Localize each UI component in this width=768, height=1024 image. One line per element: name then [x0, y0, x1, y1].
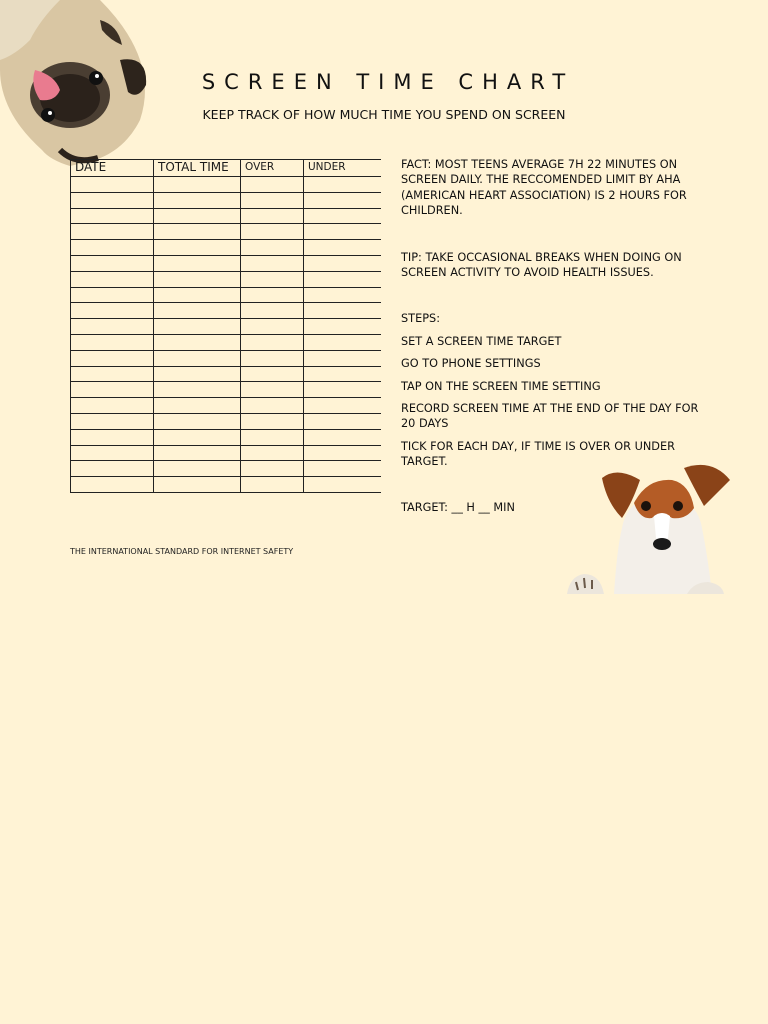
column-header-under: UNDER	[304, 160, 382, 177]
date-cell[interactable]	[71, 240, 154, 256]
over-cell[interactable]	[241, 477, 304, 493]
table-row	[71, 303, 382, 319]
date-cell[interactable]	[71, 445, 154, 461]
over-cell[interactable]	[241, 208, 304, 224]
date-cell[interactable]	[71, 255, 154, 271]
over-cell[interactable]	[241, 271, 304, 287]
total-time-cell[interactable]	[154, 334, 241, 350]
over-cell[interactable]	[241, 224, 304, 240]
table-row	[71, 366, 382, 382]
over-cell[interactable]	[241, 287, 304, 303]
total-time-cell[interactable]	[154, 382, 241, 398]
total-time-cell[interactable]	[154, 319, 241, 335]
over-cell[interactable]	[241, 350, 304, 366]
date-cell[interactable]	[71, 208, 154, 224]
total-time-cell[interactable]	[154, 255, 241, 271]
table-row	[71, 255, 382, 271]
table-row	[71, 319, 382, 335]
under-cell[interactable]	[304, 177, 382, 193]
under-cell[interactable]	[304, 271, 382, 287]
over-cell[interactable]	[241, 366, 304, 382]
target-text: TARGET: __ H __ MIN	[401, 500, 515, 514]
date-cell[interactable]	[71, 366, 154, 382]
total-time-cell[interactable]	[154, 303, 241, 319]
under-cell[interactable]	[304, 319, 382, 335]
under-cell[interactable]	[304, 208, 382, 224]
date-cell[interactable]	[71, 287, 154, 303]
date-cell[interactable]	[71, 192, 154, 208]
table-row	[71, 334, 382, 350]
under-cell[interactable]	[304, 429, 382, 445]
over-cell[interactable]	[241, 240, 304, 256]
under-cell[interactable]	[304, 477, 382, 493]
under-cell[interactable]	[304, 413, 382, 429]
table-row	[71, 208, 382, 224]
date-cell[interactable]	[71, 334, 154, 350]
table-row	[71, 224, 382, 240]
footer-text: THE INTERNATIONAL STANDARD FOR INTERNET SAFETY	[70, 547, 294, 556]
table-row	[71, 429, 382, 445]
over-cell[interactable]	[241, 177, 304, 193]
total-time-cell[interactable]	[154, 287, 241, 303]
under-cell[interactable]	[304, 240, 382, 256]
screen-time-log-table	[70, 159, 381, 512]
date-cell[interactable]	[71, 177, 154, 193]
table-row	[71, 382, 382, 398]
table-row	[71, 461, 382, 477]
over-cell[interactable]	[241, 334, 304, 350]
total-time-cell[interactable]	[154, 413, 241, 429]
table-row	[71, 271, 382, 287]
total-time-cell[interactable]	[154, 271, 241, 287]
over-cell[interactable]	[241, 382, 304, 398]
tip-text: TIP: TAKE OCCASIONAL BREAKS WHEN DOING ON SCREEN ACTIVITY TO AVOID HEALTH ISSUES.	[401, 250, 682, 280]
date-cell[interactable]	[71, 477, 154, 493]
under-cell[interactable]	[304, 224, 382, 240]
table-row	[71, 287, 382, 303]
total-time-cell[interactable]	[154, 445, 241, 461]
table-row	[71, 398, 382, 414]
fact-text: FACT: MOST TEENS AVERAGE 7H 22 MINUTES ON SCREEN DAILY. THE RECCOMENDED LIMIT BY AHA (AMERICAN HEART ASSOCIATION) IS 2 HOURS FOR CHILDREN.	[401, 158, 687, 218]
page-subtitle: KEEP TRACK OF HOW MUCH TIME YOU SPEND ON SCREEN	[202, 107, 566, 122]
total-time-cell[interactable]	[154, 398, 241, 414]
under-cell[interactable]	[304, 303, 382, 319]
under-cell[interactable]	[304, 350, 382, 366]
over-cell[interactable]	[241, 413, 304, 429]
step-item: TICK FOR EACH DAY, IF TIME IS OVER OR UNDER TARGET.	[401, 439, 675, 469]
under-cell[interactable]	[304, 366, 382, 382]
under-cell[interactable]	[304, 192, 382, 208]
date-cell[interactable]	[71, 271, 154, 287]
under-cell[interactable]	[304, 398, 382, 414]
step-item: GO TO PHONE SETTINGS	[401, 357, 541, 371]
over-cell[interactable]	[241, 319, 304, 335]
date-cell[interactable]	[71, 303, 154, 319]
over-cell[interactable]	[241, 398, 304, 414]
date-cell[interactable]	[71, 382, 154, 398]
date-cell[interactable]	[71, 413, 154, 429]
table-row	[71, 240, 382, 256]
table-row	[71, 413, 382, 429]
table-row	[71, 445, 382, 461]
date-cell[interactable]	[71, 461, 154, 477]
over-cell[interactable]	[241, 429, 304, 445]
under-cell[interactable]	[304, 445, 382, 461]
column-header-over: OVER	[241, 160, 304, 177]
table-row	[71, 177, 382, 193]
table-row	[71, 192, 382, 208]
step-item: TAP ON THE SCREEN TIME SETTING	[401, 379, 601, 393]
total-time-cell[interactable]	[154, 177, 241, 193]
total-time-cell[interactable]	[154, 208, 241, 224]
under-cell[interactable]	[304, 334, 382, 350]
over-cell[interactable]	[241, 303, 304, 319]
date-cell[interactable]	[71, 398, 154, 414]
total-time-cell[interactable]	[154, 366, 241, 382]
column-header-total-time: TOTAL TIME	[154, 160, 241, 177]
over-cell[interactable]	[241, 192, 304, 208]
over-cell[interactable]	[241, 255, 304, 271]
step-item: RECORD SCREEN TIME AT THE END OF THE DAY FOR 20 DAYS	[401, 402, 699, 431]
total-time-cell[interactable]	[154, 350, 241, 366]
date-cell[interactable]	[71, 429, 154, 445]
total-time-cell[interactable]	[154, 224, 241, 240]
table-row	[71, 477, 382, 493]
total-time-cell[interactable]	[154, 192, 241, 208]
under-cell[interactable]	[304, 287, 382, 303]
date-cell[interactable]	[71, 319, 154, 335]
under-cell[interactable]	[304, 255, 382, 271]
over-cell[interactable]	[241, 445, 304, 461]
date-cell[interactable]	[71, 224, 154, 240]
step-item: SET A SCREEN TIME TARGET	[401, 334, 562, 348]
info-panel	[401, 157, 701, 515]
page-title: SCREEN TIME CHART	[201, 70, 575, 94]
over-cell[interactable]	[241, 461, 304, 477]
total-time-cell[interactable]	[154, 461, 241, 477]
date-cell[interactable]	[71, 350, 154, 366]
total-time-cell[interactable]	[154, 429, 241, 445]
under-cell[interactable]	[304, 382, 382, 398]
table-row	[71, 350, 382, 366]
steps-label: STEPS:	[401, 312, 440, 326]
column-header-date: DATE	[71, 160, 154, 177]
total-time-cell[interactable]	[154, 240, 241, 256]
total-time-cell[interactable]	[154, 477, 241, 493]
under-cell[interactable]	[304, 461, 382, 477]
